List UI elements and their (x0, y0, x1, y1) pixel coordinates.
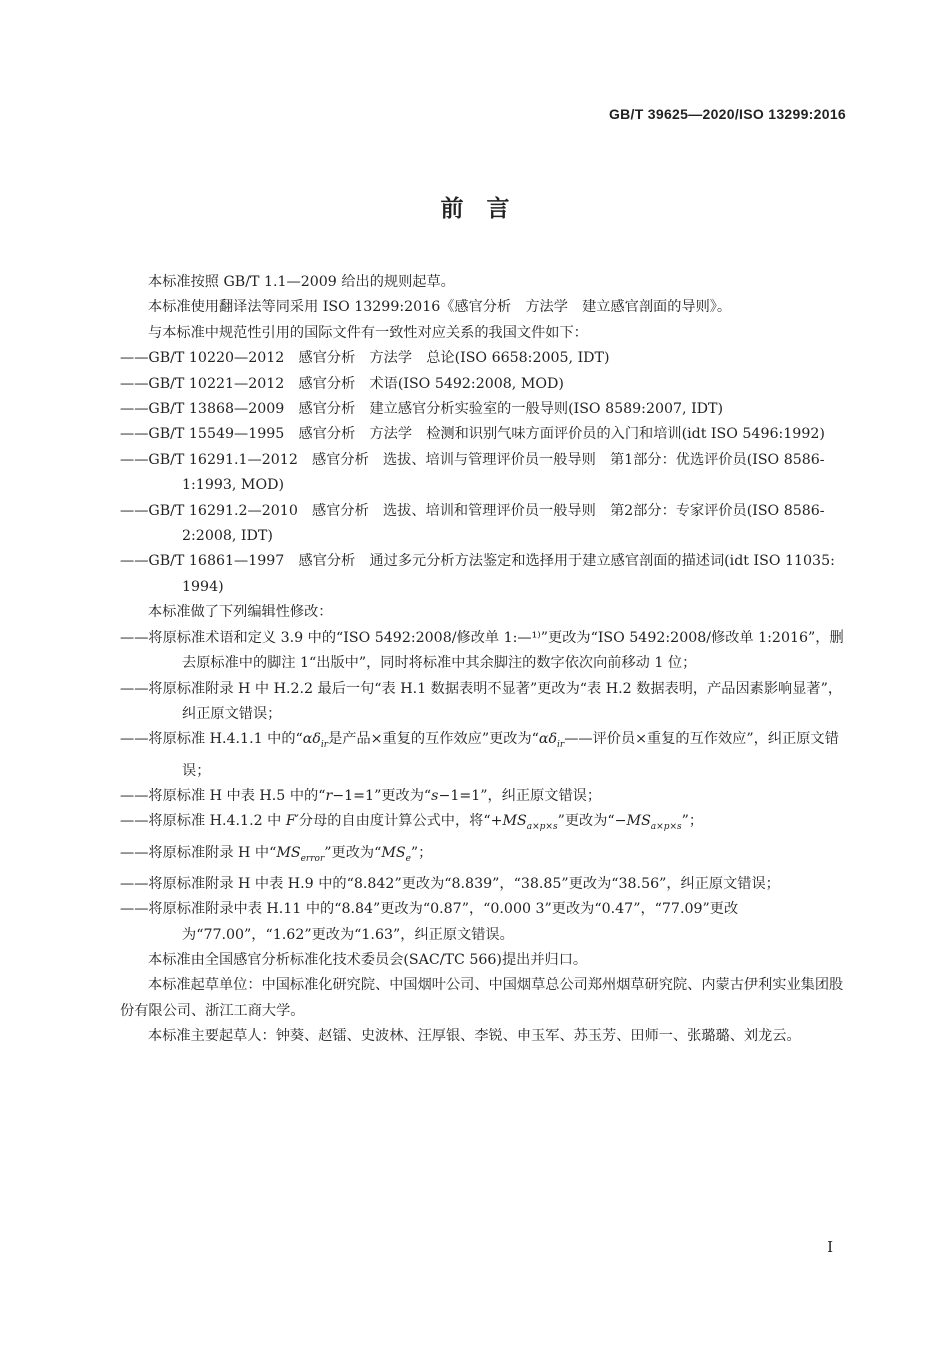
text-segment: ——将原标准 H.4.1.2 中 (120, 813, 286, 830)
formula-subscript: e (405, 853, 411, 864)
formula-subscript: ir (557, 740, 565, 751)
formula-symbol: MS (381, 844, 406, 861)
change-item: ——将原标准附录中表 H.11 中的“8.84”更改为“0.87”，“0.000 3”更改为“0.47”，“77.09”更改为“77.00”，“1.62”更改为“1.63”，纠正原文错误。 (120, 901, 739, 943)
text-segment: ——评价员×重复的互作效应”，纠正原文错误； (182, 731, 839, 779)
text-segment: ——将原标准 H 中表 H.5 中的“ (120, 787, 326, 804)
text-segment: ”更改为“− (557, 813, 627, 830)
formula-symbol: MS (626, 813, 651, 830)
reference-item: ——GB/T 13868—2009 感官分析 建立感官分析实验室的一般导则(ISO 8589:2007, IDT) (120, 401, 724, 418)
page-number: I (827, 1238, 833, 1256)
standard-number-header: GB/T 39625—2020/ISO 13299:2016 (608, 106, 846, 122)
text-segment: ——将原标准 H.4.1.1 中的“ (120, 731, 303, 748)
text-segment: ”； (681, 813, 704, 830)
text-segment: −1=1”更改为“ (332, 787, 432, 804)
formula-subscript: a×p×s (650, 822, 682, 833)
text-segment: ”； (410, 844, 433, 861)
intro-paragraph: 与本标准中规范性引用的国际文件有一致性对应关系的我国文件如下： (148, 324, 588, 341)
changes-intro: 本标准做了下列编辑性修改： (148, 604, 333, 621)
formula-symbol: F (285, 813, 296, 830)
closing-paragraph: 本标准起草单位：中国标准化研究院、中国烟叶公司、中国烟草总公司郑州烟草研究院、内蒙古伊利实业集团股份有限公司、浙江工商大学。 (120, 977, 844, 1019)
text-segment: ”更改为“ (324, 844, 382, 861)
formula-symbol: r (325, 787, 333, 804)
change-item: ——将原标准术语和定义 3.9 中的“ISO 5492:2008/修改单 1:—¹⁾”更改为“ISO 5492:2008/修改单 1:2016”，删去原标准中的脚注 1“出版中”，同时将标准中其余脚注的数字依次向前移动 1 位； (120, 629, 844, 672)
formula-symbol: αδ (538, 731, 558, 748)
reference-item: ——GB/T 16861—1997 感官分析 通过多元分析方法鉴定和选择用于建立感官剖面的描述词(idt ISO 11035: 1994) (120, 553, 835, 595)
text-segment: ——将原标准附录 H 中“ (120, 844, 277, 861)
reference-item: ——GB/T 16291.2—2010 感官分析 选拔、培训和管理评价员一般导则 第2部分：专家评价员(ISO 8586-2:2008, IDT) (120, 502, 825, 545)
reference-item: ——GB/T 10220—2012 感官分析 方法学 总论(ISO 6658:2005, IDT) (120, 350, 610, 367)
intro-paragraph: 本标准按照 GB/T 1.1—2009 给出的规则起草。 (148, 274, 455, 290)
change-item (120, 784, 850, 809)
page-title: 前 言 (440, 196, 510, 222)
intro-paragraph: 本标准使用翻译法等同采用 ISO 13299:2016《感官分析 方法学 建立感官剖面的导则》。 (148, 299, 732, 316)
formula-symbol: MS (502, 813, 527, 830)
text-segment: −1=1”，纠正原文错误； (438, 787, 602, 804)
change-item: ——将原标准附录 H 中 H.2.2 最后一句“表 H.1 数据表明不显著”更改为“表 H.2 数据表明，产品因素影响显著”，纠正原文错误； (120, 680, 843, 722)
closing-paragraph: 本标准由全国感官分析标准化技术委员会(SAC/TC 566)提出并归口。 (148, 952, 588, 969)
text-segment: ′分母的自由度计算公式中，将“+ (295, 813, 503, 830)
change-item (120, 841, 850, 872)
reference-item: ——GB/T 16291.1—2012 感官分析 选拔、培训与管理评价员一般导则 第1部分：优选评价员(ISO 8586-1:1993, MOD) (120, 451, 825, 494)
formula-symbol: αδ (302, 731, 321, 748)
reference-item: ——GB/T 15549—1995 感官分析 方法学 检测和识别气味方面评价员的入门和培训(idt ISO 5496:1992) (120, 426, 825, 443)
formula-subscript: ir (320, 740, 329, 751)
formula-symbol: s (431, 787, 439, 804)
formula-symbol: MS (276, 844, 301, 861)
change-item: ——将原标准附录 H 中表 H.9 中的“8.842”更改为“8.839”，“38.85”更改为“38.56”，纠正原文错误； (120, 875, 780, 892)
formula-subscript: a×p×s (526, 822, 558, 833)
change-item (120, 809, 850, 840)
formula-subscript: error (300, 853, 325, 864)
foreword-body (120, 270, 850, 1050)
reference-item: ——GB/T 10221—2012 感官分析 术语(ISO 5492:2008, MOD) (120, 375, 564, 392)
change-item (120, 727, 850, 784)
closing-paragraph: 本标准主要起草人：钟葵、赵镭、史波林、汪厚银、李锐、申玉军、苏玉芳、田师一、张璐璐、刘龙云。 (148, 1028, 801, 1045)
text-segment: 是产品×重复的互作效应”更改为“ (328, 731, 539, 748)
